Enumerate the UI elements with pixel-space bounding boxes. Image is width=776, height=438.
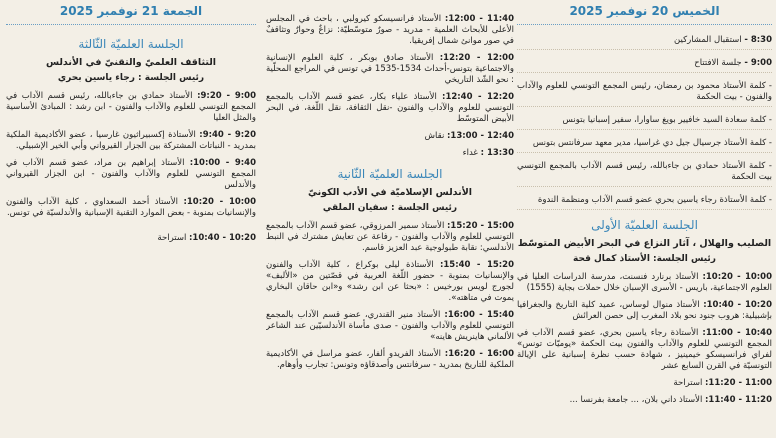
session2-item: 15:40 - 16:00: الأستاذ منير القندري، عضو قسم الآداب بالمجمع التونسي للعلوم والآداب والفنون - صدى مأساة الأندلسيّين عند الشاعر الألماني هاينريش هاينه» (266, 310, 514, 342)
session3-item: 9:00 - 9:20: الأستاذ حمادي بن جاءبالله، رئيس قسم الآداب في المجمع التونسي للعلوم والآداب والفنون - ابن رشد : المبادئ الأساسية والمثل العليا (6, 91, 256, 123)
session2-item: 15:00 - 15:20: الأستاذ سمير المرزوقي، عضو قسم الآداب بالمجمع التونسي للعلوم والآداب والفنون - رفاعة عن تعايش مشترك في النبط الأندلسي: نقابة طبولوجية عبد العزيز قاسم. (266, 221, 514, 253)
thursday-header: الخميس 20 نوفمبر 2025 (517, 2, 772, 25)
opening-item: - كلمة الأستاذة رجاء ياسين بحري عضو قسم الآداب ومنظمة الندوة (517, 195, 772, 210)
session1-item: 11:00 - 11:20: استراحة (673, 378, 772, 388)
friday-column (6, 0, 256, 438)
session2-chair: رئيس الجلسة : سفيان الملقي (322, 203, 458, 213)
thursday-afternoon-column (266, 0, 514, 438)
midday-item: 13:30 : غداء (462, 148, 514, 158)
friday-header: الجمعة 21 نوفمبر 2025 (6, 2, 256, 25)
session3-chair: رئيس الجلسة : رجاء ياسين بحري (57, 73, 205, 83)
session1-chair: رئيس الجلسة: الأستاذ كمال قحة (573, 254, 716, 264)
midday-item: 12:00 - 12:20: الأستاذ صادق بوبكر ، كلية العلوم الإنسانية والاجتماعية بتونس-أحداث 1534-1535 في تونس في المراجع المحلّية : نحو الشّذ التاريخي (266, 53, 514, 85)
session1-item: 11:20 - 11:40: الأستاذ داني بلان، ... جامعة بفرنسا ... (569, 395, 772, 405)
session3-item: 9:20 - 9:40: الأستاذة إكسبيراثيون غارسيا ، عضو الأكاديمية الملكية بمدريد - النباتات المشتركة بين الجزار القيرواني وأبي الخير الإشبيلي. (6, 130, 256, 151)
midday-item: 12:40 - 13:00: نقاش (424, 131, 514, 141)
session1-item: 10:40 - 11:00: الأستاذة رجاء ياسين بحري، عضو قسم الآداب في المجمع التونسي للعلوم والآداب والفنون بيت الحكمة «يوميّات تونس» لفراي فرانسيسكو خيمينيز ، شهادة حسب نظرة إسبانية على الإيالة التونسيّة في القرن السابع عشر (517, 328, 772, 371)
session3-item: 10:00 - 10:20: الأستاذ أحمد السعداوي ، كلية الآداب والفنون والإنسانيات بمنوبة - بعض الموارد التقنية الإسبانية والأندلسيّة في تونس. (6, 197, 256, 218)
session2-item: 15:20 - 15:40: الأستاذة ليلى بوكراع ، كلية الآداب والفنون والإنسانيات بمنوبة - حضور اللّغة العربية في قصّتين من «الألبف» لجورج لويس بورخيس : «بحثا عن ابن رشد» و«ابن حاقان البخاري يموت في متاهته». (266, 260, 514, 303)
midday-item: 11:40 - 12:00: الأستاذ فرانسيسكو كيرولبي ، باحث في المجلس الأعلى للأبحاث العلمية - مدريد - صورٌ متوسّطيّة: نزاعٌ وحوارٌ وتثاقفٌ في صور موانئ شمال إفريقيا. (266, 14, 514, 46)
session2-title: الجلسة العلميّة الثّانية (337, 167, 443, 181)
opening-item: - كلمة الأستاذ جرسيال جيل دي غراسيا، مدير معهد سرفانتس بتونس (517, 138, 772, 153)
session1-item: 10:00 - 10:20: الأستاذ برنارد فنسنت، مدرسة الدراسات العليا في العلوم الاجتماعية، باريس - الأسرى الإسبان خلال حملات بجاية (1555) (517, 272, 772, 293)
session3-item: 9:40 - 10:00: الأستاذ إبراهيم بن مراد، عضو قسم الآداب في المجمع التونسي للعلوم والآداب والفنون - ابن الجزار القيرواني والأندلس (6, 158, 256, 190)
opening-item: - كلمة الأستاذ حمادي بن جاءبالله، رئيس قسم الآداب بالمجمع التونسي بيت الحكمة (517, 161, 772, 187)
opening-item: - كلمة سعادة السيد خافيير بويغ ساوارا، سفير إسبانيا بتونس (517, 115, 772, 130)
midday-item: 12:20 - 12:40: الأستاذ علياء بكار، عضو قسم الآداب بالمجمع التونسي للعلوم والآداب والفنون -نقل الثقافة، نقل اللّغة، في البحر الأبيض المتوسّط (266, 92, 514, 124)
session3-topic: التثاقف العلميّ والتقنيّ في الأندلس (45, 57, 217, 68)
opening-item: 8:30 - استقبال المشاركين (517, 35, 772, 50)
session2-topic: الأندلس الإسلاميّة في الأدب الكونيّ (307, 187, 473, 198)
session1-topic: الصليب والهلال ، آثار النزاع في البحر الأبيض المتوسّط (517, 238, 772, 249)
session1-title: الجلسة العلميّة الأولى (591, 218, 698, 232)
session3-title: الجلسة العلميّة الثّالثة (78, 37, 184, 51)
opening-item: - كلمة الأستاذ محمود بن رمضان، رئيس المجمع التونسي للعلوم والآداب والفنون - بيت الحكمة (517, 81, 772, 107)
session1-item: 10:20 - 10:40: الأستاذ منوال لوساس، عميد كلية التاريخ والجغرافيا بإشبيلية: هروب جنود نحو بلاد المغرب إلى حصن العرائش (517, 300, 772, 321)
opening-list (517, 35, 772, 210)
opening-item: 9:00 - جلسة الافتتاح (517, 58, 772, 73)
thursday-column (517, 0, 772, 438)
session3-item: 10:20 - 10:40: استراحة (157, 233, 256, 243)
session2-item: 16:00 - 16:20: الأستاذ الفريدو ألفار، عضو مراسل في الأكاديمية الملكية للتاريخ بمدريد - سرفانتس وأصدقاؤه وتونس: تجارب وأوهام. (266, 349, 514, 370)
